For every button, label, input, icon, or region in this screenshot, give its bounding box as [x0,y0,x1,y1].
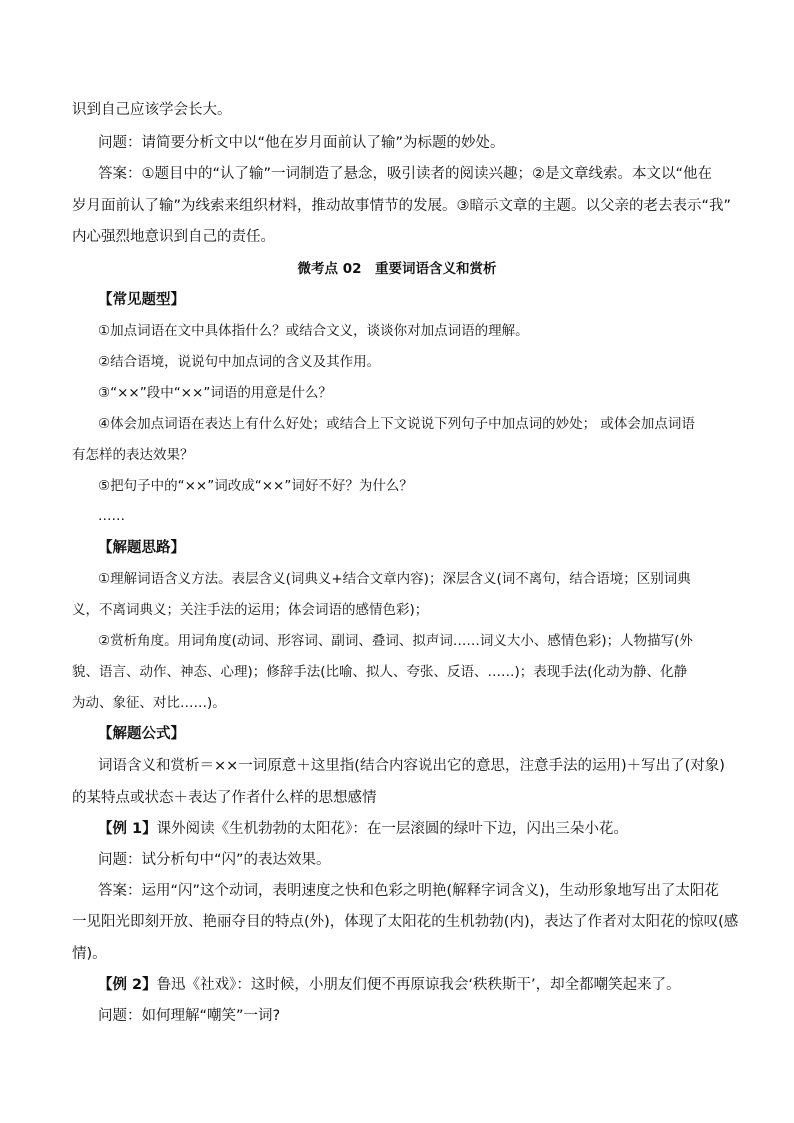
common-types-heading: 【常见题型】 [98,292,185,308]
approach-line: ②赏析角度。用词角度(动词、形容词、副词、叠词、拟声词……词义大小、感情色彩)；人物描写(外 [98,633,693,649]
example-1-answer-line: 一见阳光即刻开放、艳丽夺目的特点(外)，体现了太阳花的生机勃勃(内)，表达了作者对太阳花的惊叹(感 [72,914,739,930]
example-2-question: 问题：如何理解“嘲笑”一词? [98,1008,281,1024]
common-type-item: ②结合语境，说说句中加点词的含义及其作用。 [98,354,381,370]
answer-line-1 [98,164,712,184]
common-type-item: ④体会加点词语在表达上有什么好处；或结合上下文说说下列句子中加点词的妙处； 或体会加点词语 [98,416,695,432]
formula-heading: 【解题公式】 [98,726,185,742]
common-type-item-continued: 有怎样的表达效果？ [72,447,194,463]
example-2-text: 鲁迅《社戏》：这时候，小朋友们便不再原谅我会‘秩秩斯干’，却全都嘲笑起来了。 [156,977,681,993]
example-2 [98,975,681,995]
approach-line: 义，不离词典义；关注手法的运用；体会词语的感情色彩)； [72,602,429,618]
formula-line: 的某特点或状态＋表达了作者什么样的思想感情 [72,790,377,806]
answer-label: 答案： [98,166,142,182]
approach-heading: 【解题思路】 [98,540,185,556]
answer-text: ①题目中的“认了输”一词制造了悬念，吸引读者的阅读兴趣；②是文章线索。本文以“他在 [141,166,713,182]
example-1-answer-line: 情)。 [72,946,107,962]
answer-line-2: 岁月面前认了输”为线索来组织材料，推动故事情节的发展。③暗示文章的主题。以父亲的老去表示“我” [72,198,732,214]
example-2-tag: 【例 2】 [98,977,157,993]
question-text: 请简要分析文中以“他在岁月面前认了输”为标题的妙处。 [141,135,505,151]
common-type-item: ③“××”段中“××”词语的用意是什么？ [98,385,332,401]
example-1 [98,819,628,839]
common-type-item: ①加点词语在文中具体指什么？或结合文义，谈谈你对加点词语的理解。 [98,323,529,339]
example-1-text: 课外阅读《生机勃勃的太阳花》：在一层滚圆的绿叶下边，闪出三朵小花。 [156,821,628,837]
example-1-question: 问题：试分析句中“闪”的表达效果。 [98,852,331,868]
ellipsis: …… [98,508,125,524]
question-line [98,133,505,153]
example-1-answer-line: 答案：运用“闪”这个动词，表明速度之快和色彩之明艳(解释字词含义)，生动形象地写出了太阳花 [98,883,719,899]
approach-line: 为动、象征、对比……)。 [72,695,226,711]
answer-line-3: 内心强烈地意识到自己的责任。 [72,229,275,245]
approach-line: 貌、语言、动作、神态、心理)；修辞手法(比喻、拟人、夸张、反语、……)；表现手法(化动为静、化静 [72,664,688,680]
section-title: 微考点 02 重要词语含义和赏析 [297,261,497,277]
formula-line: 词语含义和赏析＝××一词原意＋这里指(结合内容说出它的意思，注意手法的运用)＋写出了(对象) [98,758,725,774]
common-type-item: ⑤把句子中的“××”词改成“××”词好不好？为什么？ [98,478,413,494]
passage-continuation: 识到自己应该学会长大。 [72,102,232,118]
example-1-tag: 【例 1】 [98,821,157,837]
approach-line: ①理解词语含义方法。表层含义(词典义+结合文章内容)；深层含义(词不离句，结合语境；区别词典 [98,571,691,587]
question-label: 问题： [98,135,142,151]
